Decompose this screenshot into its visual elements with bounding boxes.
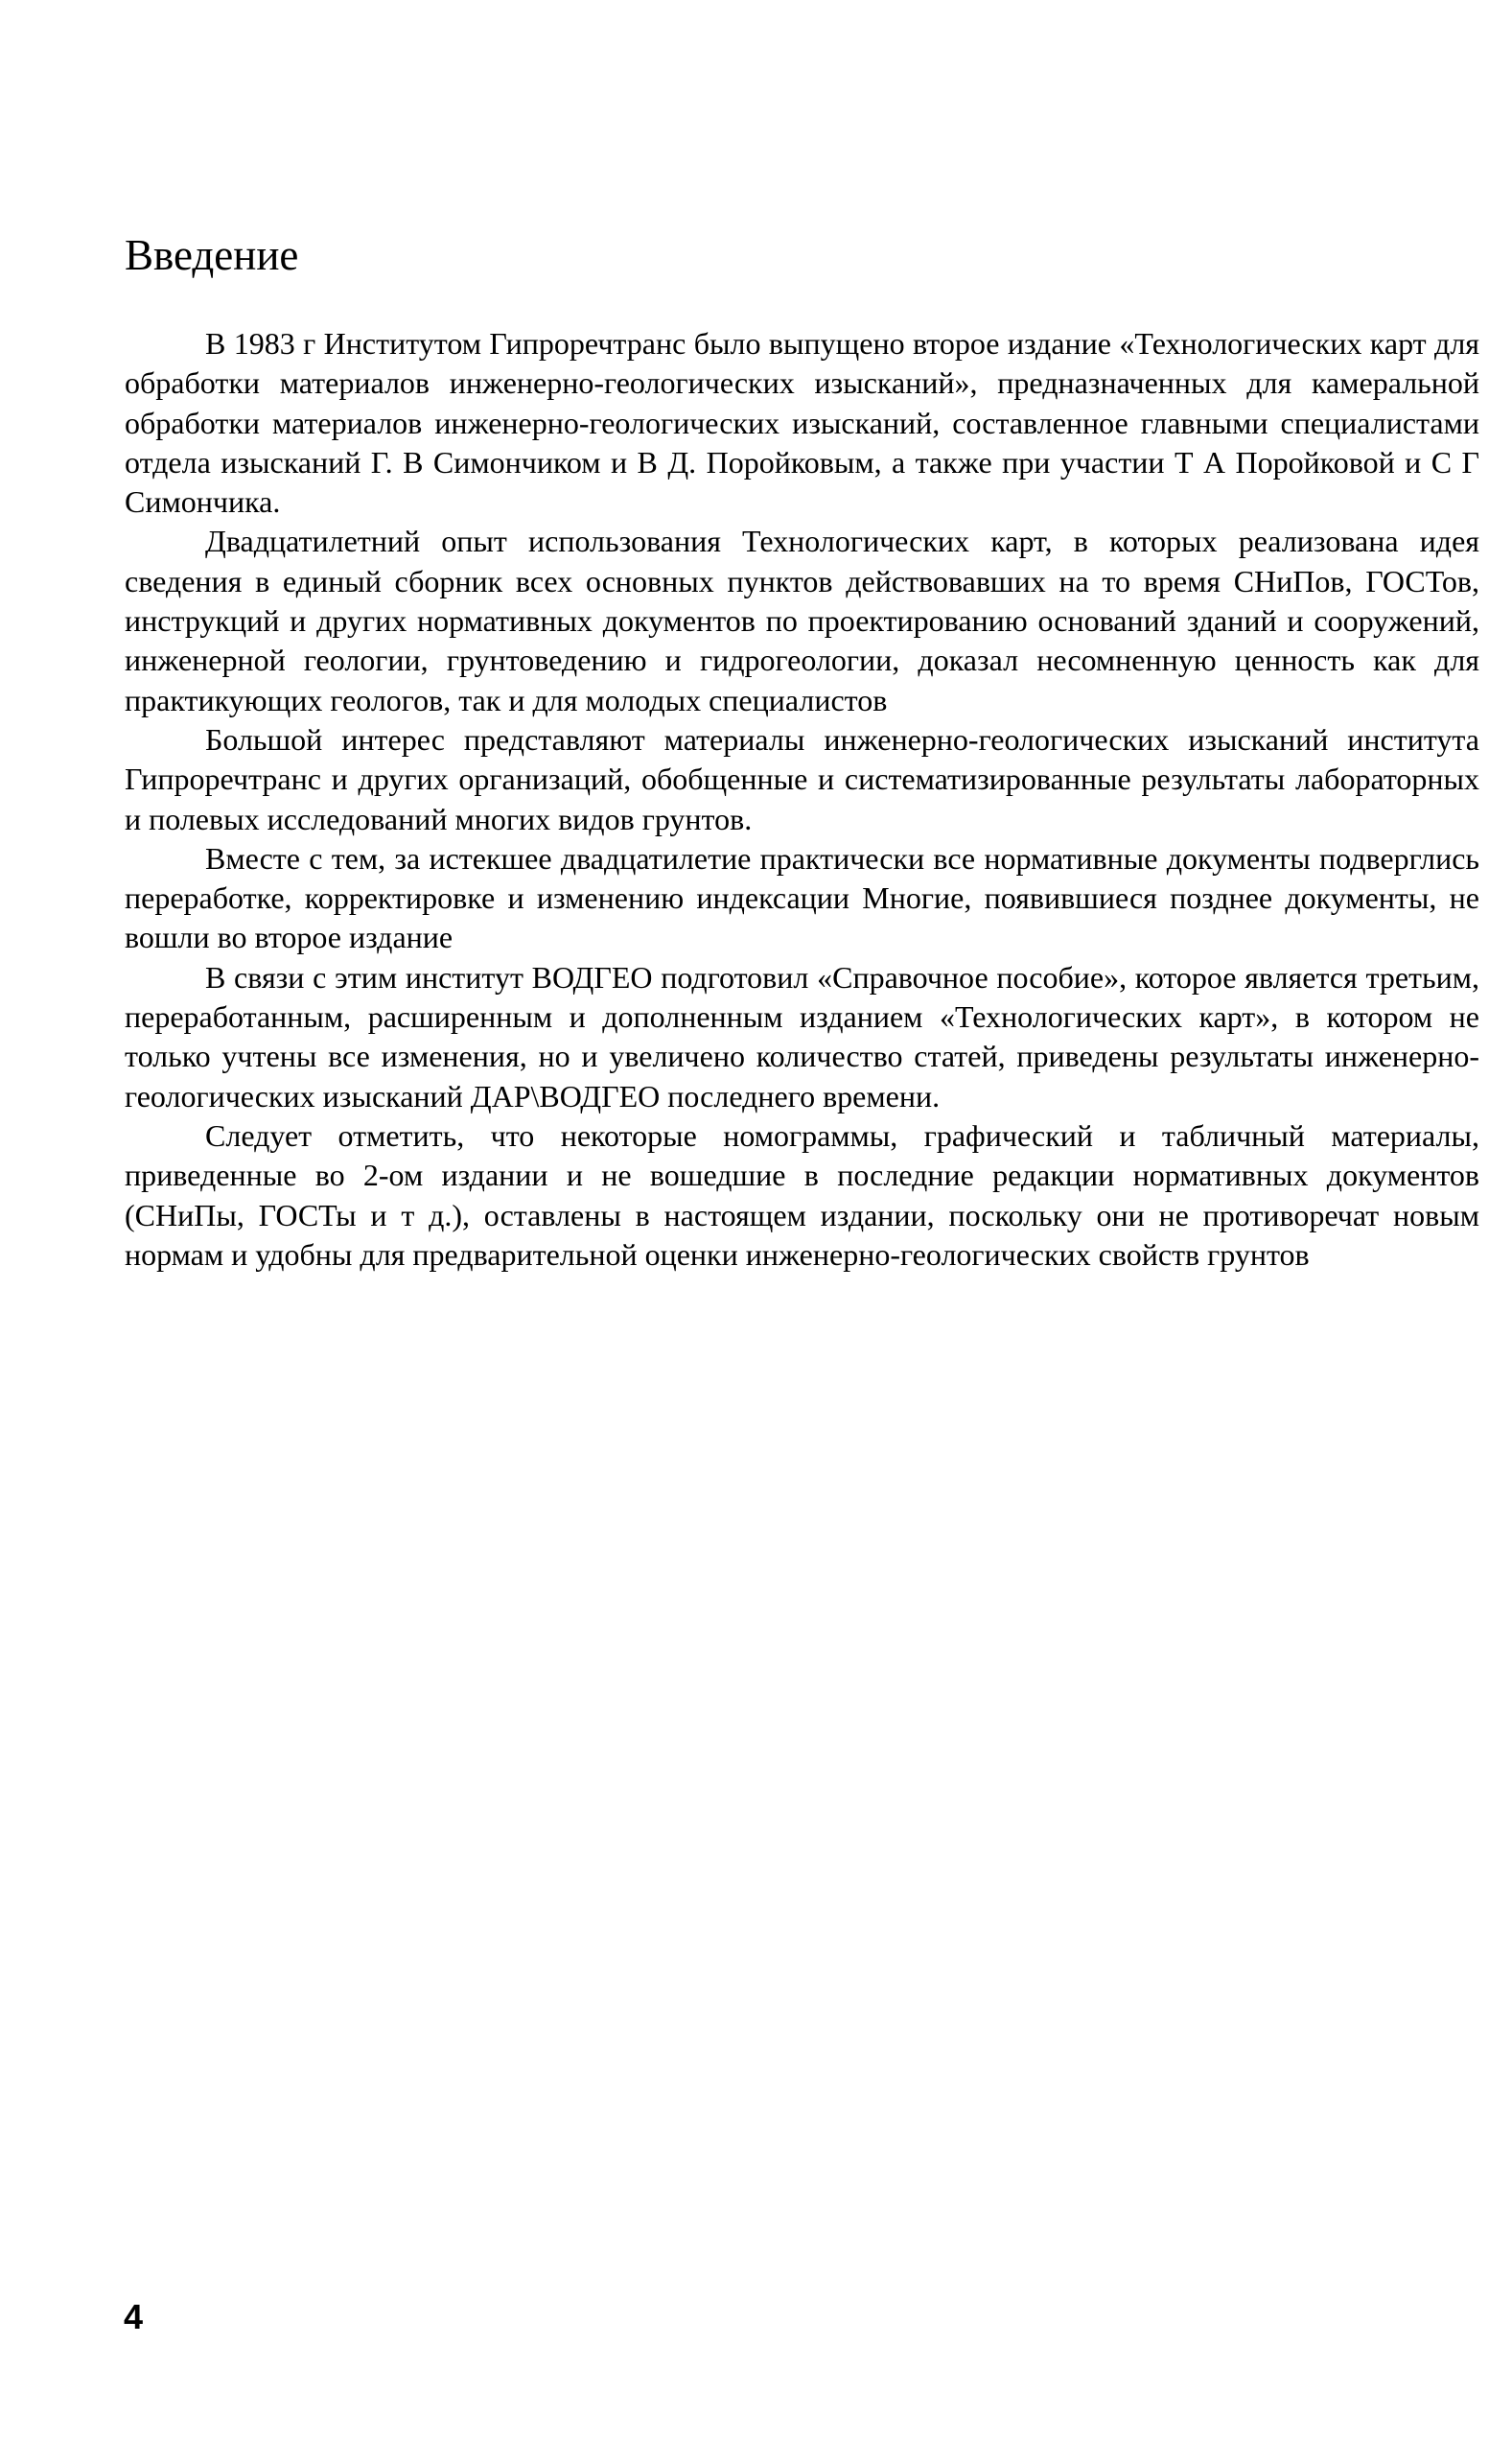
paragraph-3: Большой интерес представляют материалы инженерно-геологических изысканий института Гипроречтранс и других организаций, обобщенные и систематизированные результаты лабораторных и полевых исследований многих видов грунтов. (125, 721, 1479, 836)
paragraph-1: В 1983 г Институтом Гипроречтранс было выпущено второе издание «Технологических карт для обработки материалов инженерно-геологических изысканий», предназначенных для камеральной обработки материалов инженерно-геологических изысканий, составленное главными специалистами отдела изысканий Г. В Симончиком и В Д. Поройковым, а также при участии Т А Поройковой и С Г Симончика. (125, 326, 1479, 520)
page-title: Введение (125, 231, 299, 279)
body-text (125, 324, 1479, 1275)
paragraph-5: В связи с этим институт ВОДГЕО подготовил «Справочное пособие», которое является третьим, переработанным, расширенным и дополненным изданием «Технологических карт», в котором не только учтены все изменения, но и увеличено количество статей, приведены результаты инженерно-геологических изысканий ДАР\ВОДГЕО последнего времени. (125, 959, 1479, 1114)
paragraph-2: Двадцатилетний опыт использования Технологических карт, в которых реализована идея сведения в единый сборник всех основных пунктов действовавших на то время СНиПов, ГОСТов, инструкций и других нормативных документов по проектированию оснований зданий и сооружений, инженерной геологии, грунтоведению и гидрогеологии, доказал несомненную ценность как для практикующих геологов, так и для молодых специалистов (125, 524, 1479, 717)
paragraph-6: Следует отметить, что некоторые номограммы, графический и табличный материалы, приведенные во 2-ом издании и не вошедшие в последние редакции нормативных документов (СНиПы, ГОСТы и т д.), оставлены в настоящем издании, поскольку они не противоречат новым нормам и удобны для предварительной оценки инженерно-геологических свойств грунтов (125, 1117, 1479, 1272)
page-number: 4 (124, 2297, 144, 2336)
paragraph-4: Вместе с тем, за истекшее двадцатилетие практически все нормативные документы подверглись переработке, корректировке и изменению индексации Многие, появившиеся позднее документы, не вошли во второе издание (125, 840, 1479, 955)
